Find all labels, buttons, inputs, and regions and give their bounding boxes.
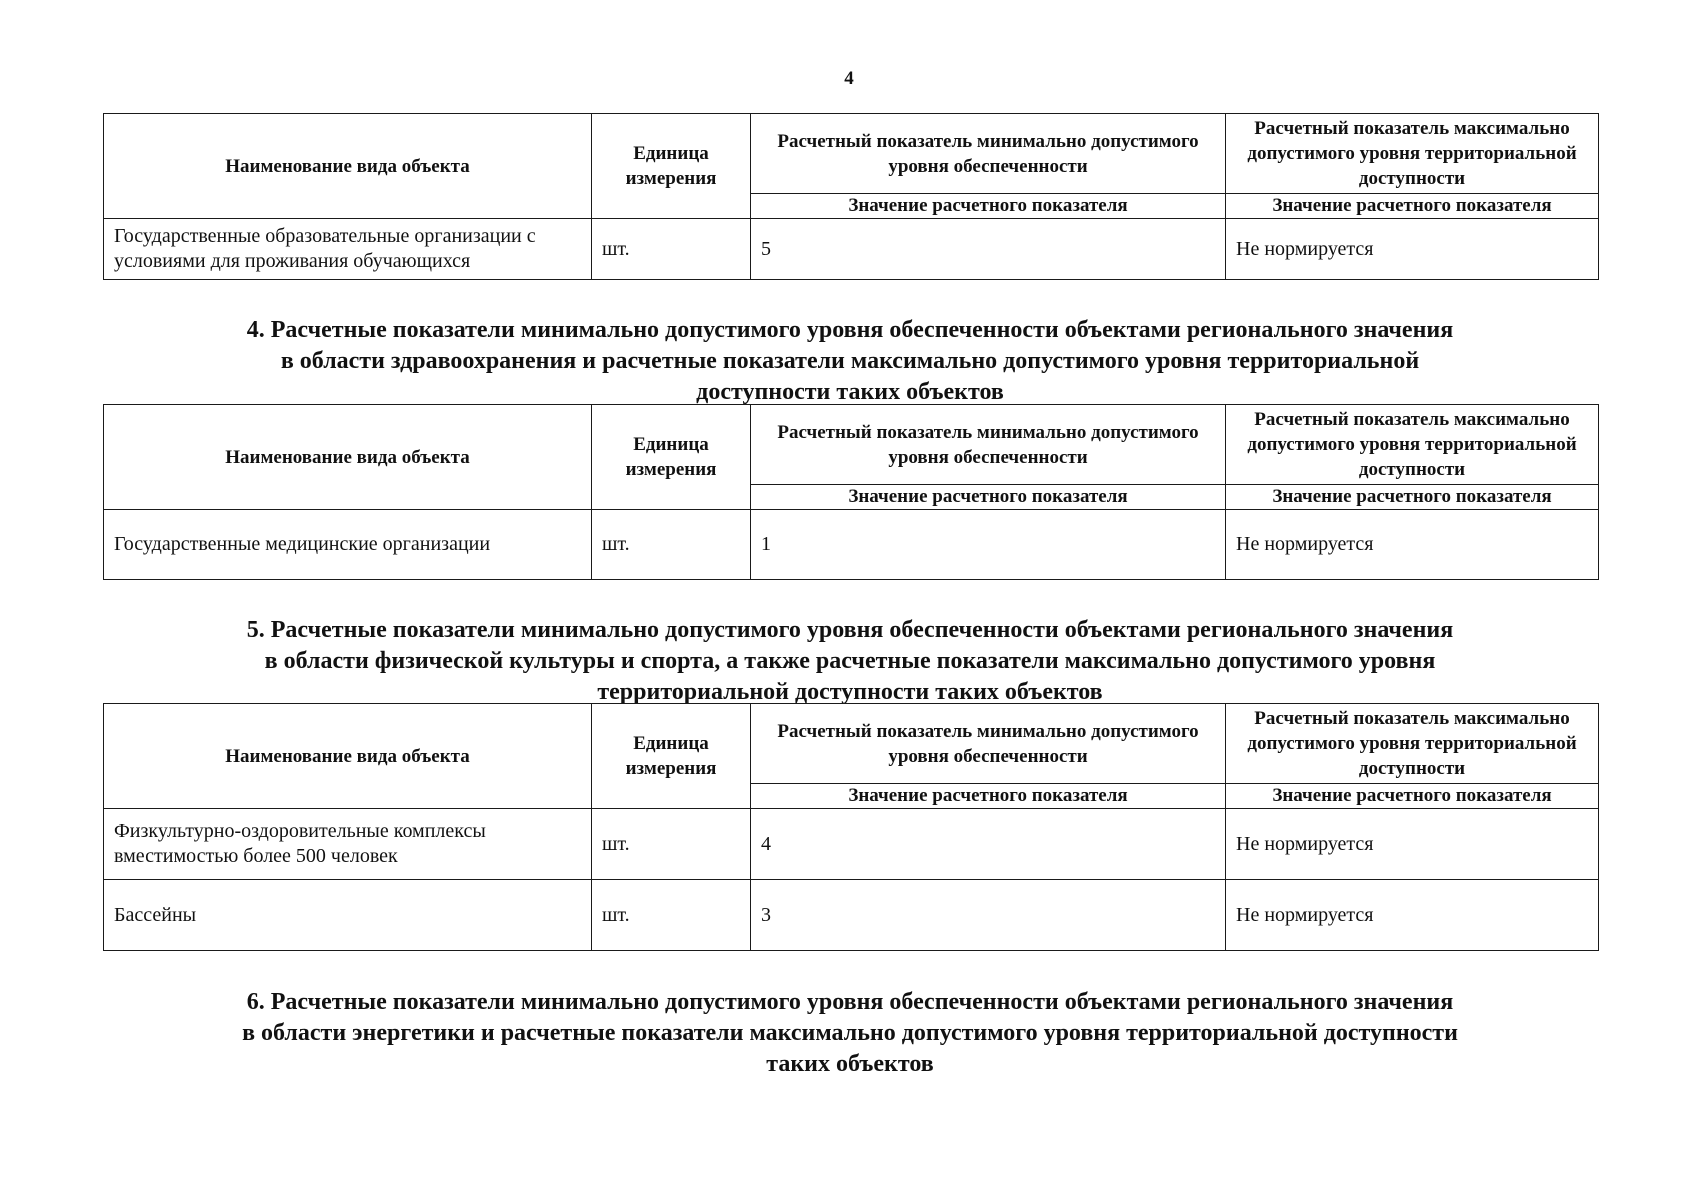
header-value-max: Значение расчетного показателя: [1226, 194, 1599, 219]
heading-line: 4. Расчетные показатели минимально допустимого уровня обеспеченности объектами регионального значения: [246, 317, 1454, 343]
header-min-level: Расчетный показатель минимально допустимого уровня обеспеченности: [751, 704, 1226, 784]
indicator-table-education: [103, 113, 1599, 280]
header-unit: Единица измерения: [592, 704, 751, 809]
header-value-max: Значение расчетного показателя: [1226, 784, 1599, 809]
cell-max-value: Не нормируется: [1226, 809, 1599, 880]
section-heading-sport: [150, 615, 1550, 708]
heading-line: таких объектов: [766, 1051, 934, 1077]
header-object-name: Наименование вида объекта: [104, 704, 592, 809]
header-value-min: Значение расчетного показателя: [751, 485, 1226, 510]
cell-object-name: Физкультурно-оздоровительные комплексы вместимостью более 500 человек: [104, 809, 592, 880]
cell-unit: шт.: [592, 219, 751, 280]
heading-line: территориальной доступности таких объектов: [597, 679, 1103, 705]
cell-max-value: Не нормируется: [1226, 510, 1599, 580]
header-unit: Единица измерения: [592, 114, 751, 219]
cell-min-value: 4: [751, 809, 1226, 880]
cell-unit: шт.: [592, 809, 751, 880]
heading-line: доступности таких объектов: [696, 379, 1004, 405]
header-max-access: Расчетный показатель максимально допустимого уровня территориальной доступности: [1226, 405, 1599, 485]
header-max-access: Расчетный показатель максимально допустимого уровня территориальной доступности: [1226, 704, 1599, 784]
section-heading-energy: [150, 987, 1550, 1080]
header-unit: Единица измерения: [592, 405, 751, 510]
cell-object-name: Бассейны: [104, 880, 592, 951]
heading-line: 6. Расчетные показатели минимально допустимого уровня обеспеченности объектами регионального значения: [246, 989, 1454, 1015]
header-object-name: Наименование вида объекта: [104, 405, 592, 510]
cell-object-name: Государственные медицинские организации: [104, 510, 592, 580]
cell-unit: шт.: [592, 510, 751, 580]
cell-min-value: 1: [751, 510, 1226, 580]
header-value-min: Значение расчетного показателя: [751, 194, 1226, 219]
heading-line: в области физической культуры и спорта, а также расчетные показатели максимально допустимого уровня: [264, 648, 1436, 674]
heading-line: в области энергетики и расчетные показатели максимально допустимого уровня территориальной доступности: [242, 1020, 1458, 1046]
header-value-max: Значение расчетного показателя: [1226, 485, 1599, 510]
heading-line: в области здравоохранения и расчетные показатели максимально допустимого уровня территориальной: [280, 348, 1420, 374]
cell-object-name: Государственные образовательные организации с условиями для проживания обучающихся: [104, 219, 592, 280]
cell-unit: шт.: [592, 880, 751, 951]
indicator-table-sport: [103, 703, 1599, 951]
cell-min-value: 5: [751, 219, 1226, 280]
header-min-level: Расчетный показатель минимально допустимого уровня обеспеченности: [751, 405, 1226, 485]
indicator-table-healthcare: [103, 404, 1599, 580]
page-number: 4: [844, 68, 854, 89]
table-row: [104, 510, 1599, 580]
table-row: [104, 219, 1599, 280]
header-value-min: Значение расчетного показателя: [751, 784, 1226, 809]
header-max-access: Расчетный показатель максимально допустимого уровня территориальной доступности: [1226, 114, 1599, 194]
header-min-level: Расчетный показатель минимально допустимого уровня обеспеченности: [751, 114, 1226, 194]
cell-min-value: 3: [751, 880, 1226, 951]
table-row: [104, 880, 1599, 951]
cell-max-value: Не нормируется: [1226, 219, 1599, 280]
cell-max-value: Не нормируется: [1226, 880, 1599, 951]
heading-line: 5. Расчетные показатели минимально допустимого уровня обеспеченности объектами регионального значения: [246, 617, 1454, 643]
section-heading-healthcare: [150, 315, 1550, 408]
header-object-name: Наименование вида объекта: [104, 114, 592, 219]
table-row: [104, 809, 1599, 880]
